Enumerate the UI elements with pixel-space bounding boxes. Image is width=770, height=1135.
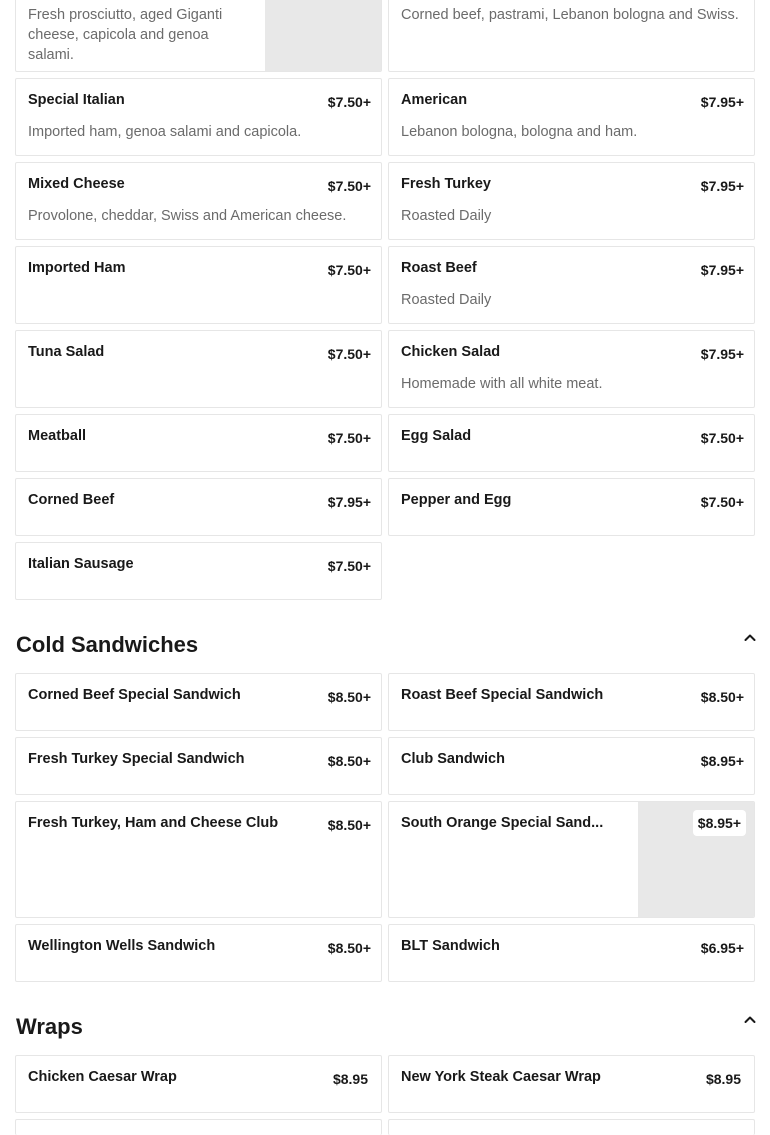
menu-item-card[interactable]: [15, 1119, 382, 1135]
item-price: $8.50+: [327, 817, 371, 833]
menu-item-card[interactable]: [15, 673, 382, 731]
item-name: South Orange Special Sand...: [401, 815, 604, 831]
item-name: Special Italian: [28, 92, 125, 108]
item-price: $7.50+: [327, 262, 371, 278]
item-description: Fresh prosciutto, aged Giganti cheese, capicola and genoa salami.: [28, 7, 223, 63]
item-image: [265, 0, 381, 71]
menu-item-card[interactable]: [15, 162, 382, 240]
menu-item-card[interactable]: [388, 673, 755, 731]
item-price: $7.50+: [327, 94, 371, 110]
menu-item-card[interactable]: [15, 801, 382, 918]
chevron-up-icon[interactable]: [744, 632, 756, 644]
menu-item-card[interactable]: [388, 801, 755, 918]
item-name: Fresh Turkey Special Sandwich: [28, 751, 245, 767]
item-name: Meatball: [28, 428, 87, 444]
item-price: $7.50+: [700, 430, 744, 446]
chevron-up-icon[interactable]: [744, 1014, 756, 1026]
item-description: Corned beef, pastrami, Lebanon bologna and Swiss.: [401, 7, 739, 23]
menu-item-card[interactable]: [388, 478, 755, 536]
item-price: $7.50+: [327, 178, 371, 194]
section-title-wraps: Wraps: [16, 1014, 83, 1039]
item-price: $8.50+: [327, 753, 371, 769]
item-name: Tuna Salad: [28, 344, 105, 360]
item-description: Lebanon bologna, bologna and ham.: [401, 124, 638, 140]
menu-item-card[interactable]: [15, 78, 382, 156]
menu-item-card[interactable]: [15, 0, 382, 72]
item-price: $7.95+: [700, 178, 744, 194]
item-name: New York Steak Caesar Wrap: [401, 1069, 601, 1085]
item-description: Roasted Daily: [401, 292, 492, 308]
menu-item-card[interactable]: [388, 330, 755, 408]
item-name: Chicken Salad: [401, 344, 501, 360]
item-name: Italian Sausage: [28, 556, 134, 572]
item-price: $8.50+: [327, 940, 371, 956]
item-name: Fresh Turkey, Ham and Cheese Club: [28, 815, 279, 831]
item-price: $8.95: [705, 1071, 741, 1087]
menu-item-card[interactable]: [388, 1119, 755, 1135]
menu-item-card[interactable]: [15, 414, 382, 472]
menu-item-card[interactable]: [388, 78, 755, 156]
item-name: Roast Beef: [401, 260, 477, 276]
menu-item-card[interactable]: [388, 246, 755, 324]
item-name: Corned Beef Special Sandwich: [28, 687, 241, 703]
menu-item-card[interactable]: [15, 246, 382, 324]
item-description: Roasted Daily: [401, 208, 492, 224]
item-name: Imported Ham: [28, 260, 126, 276]
item-price: $7.95+: [700, 346, 744, 362]
item-price: $7.95+: [700, 262, 744, 278]
item-price: $8.95+: [700, 753, 744, 769]
menu-item-card[interactable]: [388, 924, 755, 982]
item-price: $7.95+: [327, 494, 371, 510]
item-name: Fresh Turkey: [401, 176, 491, 192]
menu-item-card[interactable]: [15, 924, 382, 982]
item-price: $7.95+: [700, 94, 744, 110]
item-price: $7.50+: [700, 494, 744, 510]
menu-item-card[interactable]: [388, 737, 755, 795]
item-description: Provolone, cheddar, Swiss and American cheese.: [28, 208, 347, 224]
item-price: $8.95+: [693, 810, 746, 836]
item-description: Imported ham, genoa salami and capicola.: [28, 124, 302, 140]
item-name: Club Sandwich: [401, 751, 505, 767]
menu-item-card[interactable]: [388, 162, 755, 240]
item-price: $7.50+: [327, 430, 371, 446]
item-name: American: [401, 92, 468, 108]
menu-item-card[interactable]: [15, 737, 382, 795]
item-name: Egg Salad: [401, 428, 472, 444]
item-name: BLT Sandwich: [401, 938, 500, 954]
item-price: $8.95: [332, 1071, 368, 1087]
item-price: $6.95+: [700, 940, 744, 956]
item-price: $8.50+: [327, 689, 371, 705]
section-title-cold-sandwiches: Cold Sandwiches: [16, 632, 199, 657]
item-name: Mixed Cheese: [28, 176, 125, 192]
menu-item-card[interactable]: [388, 1055, 755, 1113]
menu-item-card[interactable]: [388, 0, 755, 72]
item-price: $7.50+: [327, 558, 371, 574]
menu-item-card[interactable]: [15, 478, 382, 536]
item-price: $7.50+: [327, 346, 371, 362]
menu-item-card[interactable]: [15, 1055, 382, 1113]
menu-item-card[interactable]: [15, 542, 382, 600]
item-description: Homemade with all white meat.: [401, 376, 603, 392]
item-name: Chicken Caesar Wrap: [28, 1069, 177, 1085]
item-name: Pepper and Egg: [401, 492, 512, 508]
menu-item-card[interactable]: [15, 330, 382, 408]
item-name: Wellington Wells Sandwich: [28, 938, 216, 954]
item-name: Roast Beef Special Sandwich: [401, 687, 604, 703]
item-name: Corned Beef: [28, 492, 115, 508]
item-price: $8.50+: [700, 689, 744, 705]
menu-item-card[interactable]: [388, 414, 755, 472]
